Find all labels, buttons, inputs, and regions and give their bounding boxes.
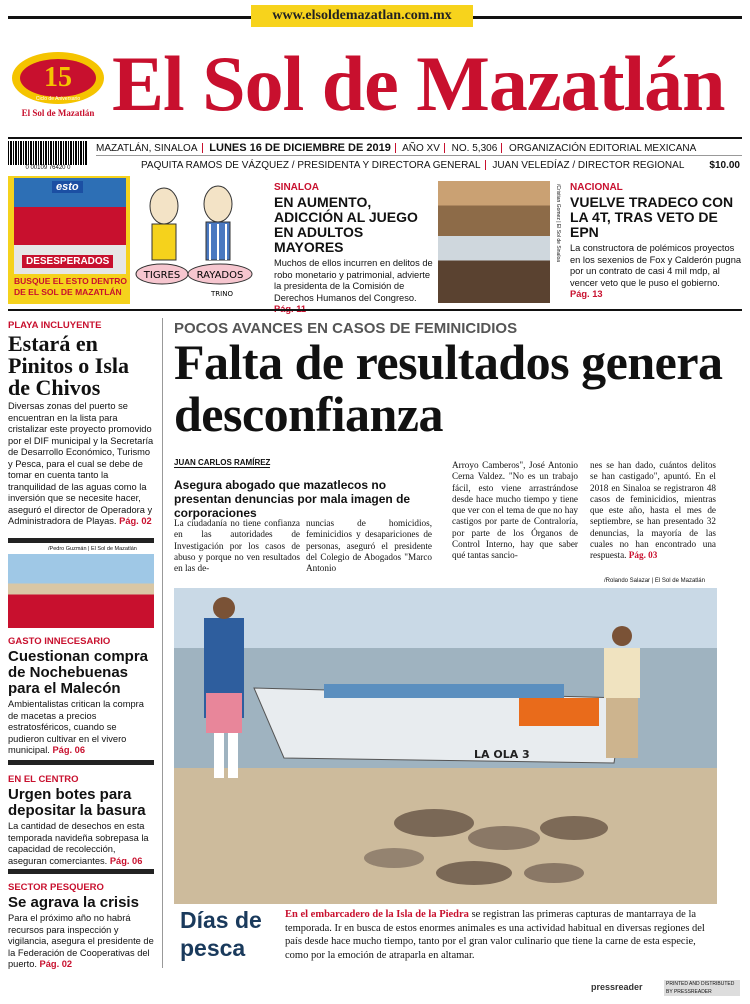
pressreader-note: PRINTED AND DISTRIBUTED BY PRESSREADER bbox=[664, 980, 740, 996]
location: MAZATLÁN, SINALOA bbox=[96, 143, 198, 154]
gasto-kicker: GASTO INNECESARIO bbox=[8, 636, 111, 647]
boat-name: LA OLA 3 bbox=[474, 748, 530, 761]
sinaloa-kicker: SINALOA bbox=[274, 182, 319, 193]
left-divider-1 bbox=[8, 538, 154, 543]
issue-number: NO. 5,306 bbox=[451, 143, 498, 154]
badge-emblem-icon bbox=[8, 42, 108, 120]
playa-kicker: PLAYA INCLUYENTE bbox=[8, 320, 102, 331]
centro-page[interactable]: Pág. 06 bbox=[109, 855, 143, 866]
sinaloa-teaser[interactable] bbox=[274, 182, 434, 302]
left-divider-2 bbox=[8, 760, 154, 765]
info-line-2 bbox=[141, 160, 684, 171]
anniversary-badge bbox=[8, 42, 108, 120]
nacional-page[interactable]: Pág. 13 bbox=[570, 289, 603, 299]
caption-lead: En el embarcadero de la Isla de la Piedra bbox=[285, 909, 469, 920]
main-column-1: La ciudadanía no tiene confianza en las autoridades de Investigación por los casos de abuso y porque no ven resultados en las de- bbox=[174, 518, 300, 574]
main-column-2: nuncias de homicidios, feminicidios y desapariciones de personas, aseguró el presidente del Colegio de Abogados "Marco Antonio bbox=[306, 518, 432, 574]
info-line-1 bbox=[96, 142, 696, 154]
sinaloa-photo bbox=[438, 181, 550, 303]
price: $10.00 bbox=[709, 160, 740, 171]
cartoon bbox=[134, 178, 258, 302]
gasto-body: Ambientalistas critican la compra de macetas a precios estratosféricos, cuando se pudieron cultivar en el vivero municipal. Pág. 06 bbox=[8, 699, 144, 755]
gasto-story[interactable] bbox=[8, 636, 154, 757]
playa-headline[interactable]: Estará en Pinitos o Isla de Chivos bbox=[8, 331, 130, 400]
cartoon-label-left: TIGRES bbox=[143, 270, 181, 281]
photo-caption bbox=[285, 908, 715, 962]
main-photo bbox=[174, 588, 717, 904]
pressreader-logo[interactable]: pressreader bbox=[591, 982, 643, 992]
playa-body: Diversas zonas del puerto se encuentran en la lista para cristalizar este proyecto promovido por el DIF municipal y la Secretaría de Desarrollo Económico, Turismo y Pesca, para el cual se debe de tomar en cuenta tanto la tranquilidad de las aguas como la inversión que se necesite hacer, aseguró el director de Operadora y Administradora de Playas. Pág. 02 bbox=[8, 401, 154, 526]
masthead[interactable]: El Sol de Mazatlán bbox=[112, 40, 725, 127]
esto-promo[interactable] bbox=[8, 176, 130, 304]
main-byline: JUAN CARLOS RAMÍREZ bbox=[174, 458, 271, 467]
main-headline[interactable]: Falta de resultados genera desconfianza bbox=[174, 334, 723, 442]
caption-body: se registran las primeras capturas de mantarraya de la temporada. Ir en busca de estos enormes animales es una actividad habitual en diversas regiones del país desde hace mucho tiempo, tanto por el gran valor culinario que tiene la carne de esta especie, como por la emoción de atraparla en altamar. bbox=[285, 909, 705, 961]
playa-story[interactable] bbox=[8, 320, 154, 528]
main-photo-credit: /Rolando Salazar | El Sol de Mazatlán bbox=[604, 578, 705, 584]
pesquero-page[interactable]: Pág. 02 bbox=[39, 959, 73, 969]
main-deck: Asegura abogado que mazatlecos no presentan denuncias por mala imagen de corporaciones bbox=[174, 478, 411, 520]
pesquero-body: Para el próximo año no habrá recursos para inspección y vigilancia, asegura el presidente de la Federación de Cooperativas del puerto. Pág. 02 bbox=[8, 913, 154, 969]
column-divider bbox=[162, 318, 163, 968]
site-url[interactable]: www.elsoldemazatlan.com.mx bbox=[251, 5, 473, 27]
esto-logo: esto bbox=[52, 181, 83, 193]
badge-brand: El Sol de Mazatlán bbox=[21, 108, 95, 118]
section-divider bbox=[8, 309, 742, 311]
badge-caption: Ciclo de Aniversario bbox=[35, 96, 81, 102]
sinaloa-headline[interactable]: EN AUMENTO, ADICCIÓN AL JUEGO EN ADULTOS MAYORES bbox=[274, 194, 418, 255]
main-column-4: nes se han dado, cuántos delitos se han castigado", apuntó. En el 2018 en Sinaloa se registraron 48 casos de feminicidios, mientras que este año, hasta el mes de septiembre, se han presentado 32 denuncias, la mayoría de las cuales no han encontrado una respuesta. Pág. 03 bbox=[590, 460, 716, 561]
promo-text: BUSQUE EL ESTO DENTRO DE EL SOL DE MAZATLÁN bbox=[14, 276, 128, 297]
fishing-scene-icon bbox=[174, 588, 717, 904]
gasto-page[interactable]: Pág. 06 bbox=[52, 745, 86, 755]
badge-number: 15 bbox=[44, 62, 72, 93]
top-bar bbox=[0, 0, 750, 30]
main-kicker: POCOS AVANCES EN CASOS DE FEMINICIDIOS bbox=[174, 320, 518, 337]
sinaloa-body: Muchos de ellos incurren en delitos de robo monetario y patrimonial, advierte la presidenta de la Comisión de Derechos Humanos del Congreso. bbox=[274, 258, 434, 316]
cartoon-signature: TRINO bbox=[211, 290, 233, 298]
main-page[interactable]: Pág. 03 bbox=[628, 550, 658, 561]
centro-headline[interactable]: Urgen botes para depositar la basura bbox=[8, 786, 146, 819]
nacional-kicker: NACIONAL bbox=[570, 182, 623, 193]
issue-date: LUNES 16 DE DICIEMBRE DE 2019 bbox=[209, 142, 391, 154]
cartoon-drawing-icon bbox=[134, 178, 258, 302]
promo-tag: DESESPERADOS bbox=[22, 255, 113, 268]
centro-kicker: EN EL CENTRO bbox=[8, 774, 79, 785]
left-column bbox=[8, 318, 154, 978]
organization: ORGANIZACIÓN EDITORIAL MEXICANA bbox=[509, 143, 697, 154]
left-divider-3 bbox=[8, 869, 154, 874]
footer bbox=[589, 977, 742, 999]
nacional-headline[interactable]: VUELVE TRADECO CON LA 4T, TRAS VETO DE EPN bbox=[570, 194, 734, 240]
pesquero-story[interactable] bbox=[8, 882, 154, 971]
barcode-number: 0 00109 76420 0 bbox=[8, 165, 88, 173]
issue-year: AÑO XV bbox=[402, 143, 440, 154]
pesquero-kicker: SECTOR PESQUERO bbox=[8, 882, 104, 893]
pesquero-headline[interactable]: Se agrava la crisis bbox=[8, 894, 139, 911]
director: JUAN VELEDÍAZ / DIRECTOR REGIONAL bbox=[492, 160, 685, 171]
nacional-teaser[interactable] bbox=[570, 182, 742, 302]
playa-page[interactable]: Pág. 02 bbox=[119, 516, 152, 526]
cartoon-label-right: RAYADOS bbox=[196, 270, 244, 281]
gasto-headline[interactable]: Cuestionan compra de Nochebuenas para el Malecón bbox=[8, 648, 149, 697]
nacional-body: La constructora de polémicos proyectos en los sexenios de Fox y Calderón pugna por un contrato de casi 4 mil mdp, al vencer veto que le puso el gobierno. Pág. 13 bbox=[570, 243, 742, 299]
main-column-3: Arroyo Camberos", José Antonio Cerna Valdez. "No es un trabajo fácil, esto viene arrastrándose desde hace mucho tiempo y tiene que ver con el tema de que no hay castigos por parte de Contraloría, por parte de los Órganos de Control Interno, hay que saber qué tantas sancio- bbox=[452, 460, 578, 561]
playa-photo-credit: /Pedro Guzmán | El Sol de Mazatlán bbox=[48, 546, 137, 552]
sinaloa-photo-credit: /Cristian Gomez | El Sol de Sinaloa bbox=[555, 184, 561, 263]
playa-photo bbox=[8, 554, 154, 628]
centro-story[interactable] bbox=[8, 774, 154, 867]
promo-image bbox=[14, 178, 126, 274]
centro-body: La cantidad de desechos en esta temporada navideña sobrepasa la capacidad de recolección, aseguran comerciantes. Pág. 06 bbox=[8, 821, 149, 866]
caption-title: Días de pesca bbox=[180, 907, 262, 961]
info-bar bbox=[8, 137, 742, 175]
president: PAQUITA RAMOS DE VÁZQUEZ / PRESIDENTA Y DIRECTORA GENERAL bbox=[141, 160, 481, 171]
